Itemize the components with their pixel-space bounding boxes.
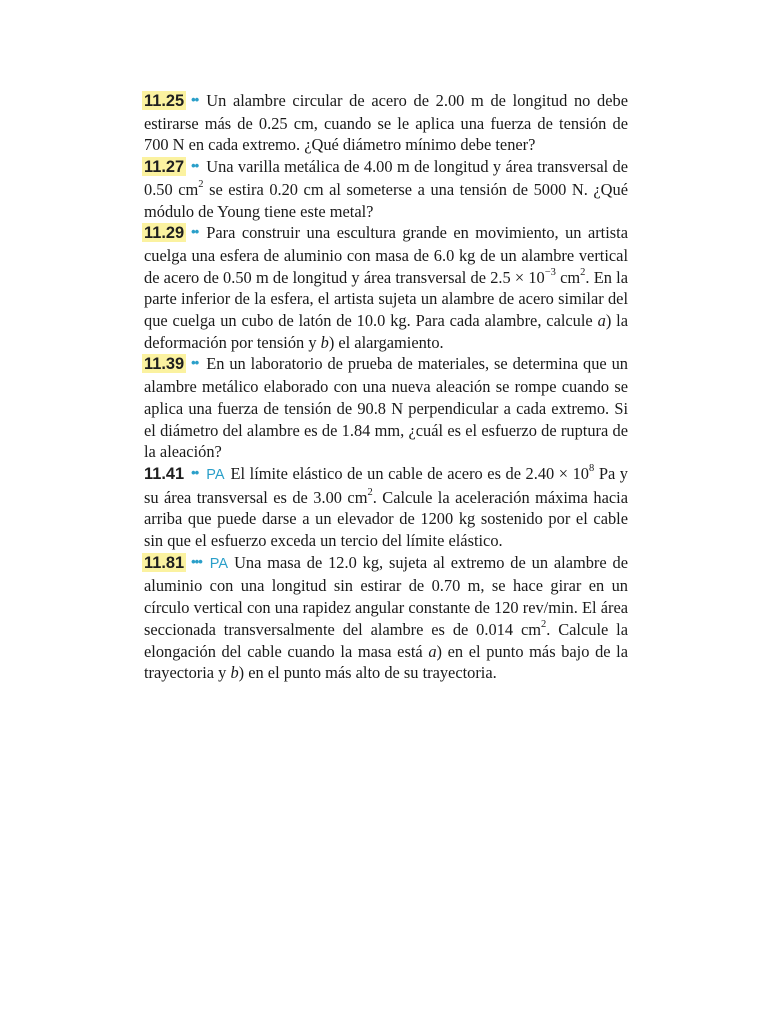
problem-text: ) el alargamiento. [328,332,444,352]
difficulty-dots-icon: ••• [191,553,202,569]
pa-tag: PA [209,555,229,572]
superscript: 2 [580,267,586,279]
difficulty-dots-icon: •• [191,92,199,107]
problem-text: se estira 0.20 cm al someterse a una tensión de 5000 N. ¿Qué módulo de Young tiene este metal? [144,179,628,221]
part-label: a [597,311,606,331]
problem-number: 11.29 [144,224,185,243]
difficulty-dots-icon: •• [191,355,199,371]
problem-number: 11.39 [144,355,185,374]
difficulty-dots-icon: •• [191,158,199,174]
problem-text: ) la deformación por tensión y [144,311,628,352]
superscript: −3 [544,267,556,279]
problem-11-41 [144,463,628,552]
problem-11-25 [144,90,628,156]
problem-11-29 [144,222,628,353]
problem-text: . En la parte inferior de la esfera, el artista sujeta un alambre de acero similar del que cuelga un cubo de latón de 10.0 kg. Para cada alambre, calcule [144,267,628,331]
superscript: 8 [589,463,595,475]
problem-text: cm [555,267,581,287]
problem-text: . Calcule la aceleración máxima hacia arriba que puede darse a un elevador de 1200 kg sostenido por el cable sin que el esfuerzo exceda un tercio del límite elástico. [144,487,628,551]
part-label: a [428,641,437,661]
problem-11-27 [144,156,628,222]
problem-text: Pa y su área transversal es de 3.00 cm [144,463,628,507]
pa-tag: PA [206,466,225,483]
difficulty-dots-icon: •• [191,224,199,240]
problem-text: El límite elástico de un cable de acero es de 2.40 × 10 [230,463,590,483]
part-label: b [230,663,239,683]
problem-11-39 [144,353,628,463]
problem-number: 11.27 [144,158,185,177]
problem-text: ) en el punto más bajo de la trayectoria y [144,641,629,683]
difficulty-dots-icon: •• [191,464,199,480]
superscript: 2 [198,179,204,191]
problem-number: 11.25 [144,92,185,110]
problem-list [144,90,628,684]
problem-text: Un alambre circular de acero de 2.00 m de longitud no debe estirarse más de 0.25 cm, cuando se le aplica una fuerza de tensión de 700 N en cada extremo. ¿Qué diámetro mínimo debe tener? [144,91,628,155]
part-label: b [320,332,329,352]
superscript: 2 [540,619,547,631]
problem-text: Una masa de 12.0 kg, sujeta al extremo de un alambre de aluminio con una longitud sin estirar de 0.70 m, se hace girar en un círculo vertical con una rapidez angular constante de 120 rev/min. El área seccionada transversalmente del alambre es de 0.014 cm [144,552,628,639]
superscript: 2 [367,487,373,499]
problem-text: ) en el punto más alto de su trayectoria. [238,663,497,683]
problem-text: Una varilla metálica de 4.00 m de longitud y área transversal de 0.50 cm [144,157,628,199]
problem-text: Para construir una escultura grande en movimiento, un artista cuelga una esfera de aluminio con masa de 6.0 kg de un alambre vertical de acero de 0.50 m de longitud y área transversal de 2.5 × 10 [144,223,628,287]
problem-11-81 [144,552,628,684]
problem-text: En un laboratorio de prueba de materiales, se determina que un alambre metálico elaborado con una nueva aleación se rompe cuando se aplica una fuerza de tensión de 90.8 N perpendicular a cada extremo. Si el diámetro del alambre es de 1.84 mm, ¿cuál es el esfuerzo de ruptura de la aleación? [144,354,628,462]
problem-number: 11.81 [144,553,185,572]
problem-text: . Calcule la elongación del cable cuando la masa está [144,619,628,661]
problem-number: 11.41 [144,464,185,483]
